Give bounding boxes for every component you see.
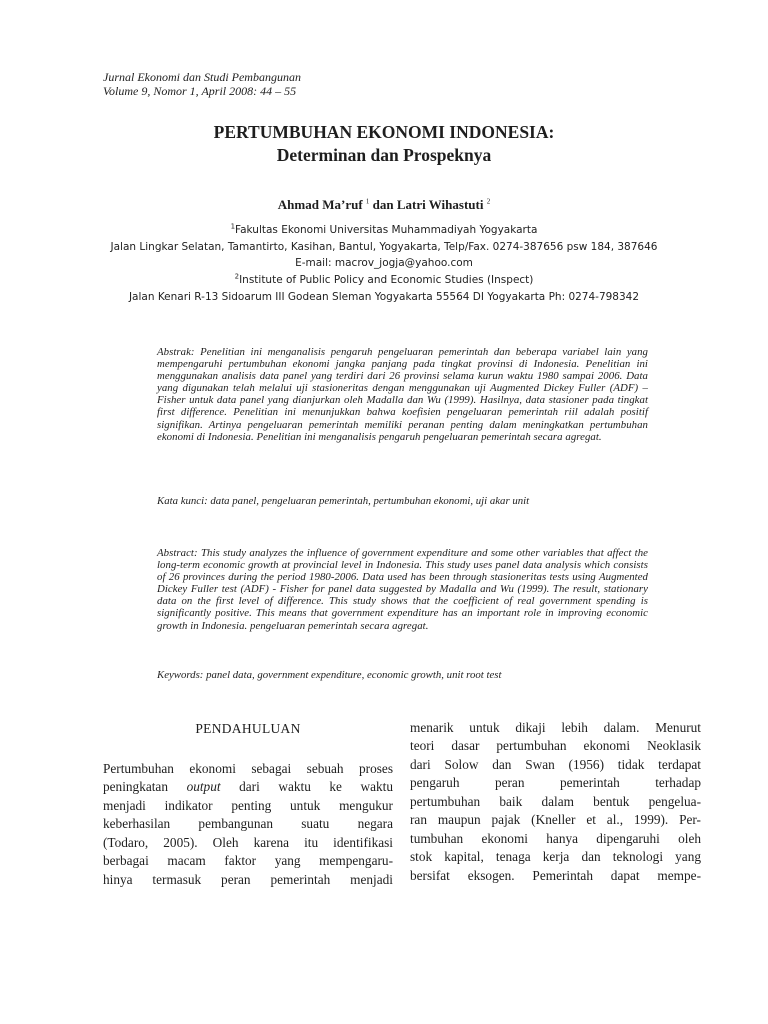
body-line: ran maupun pajak (Kneller et al., 1999). Per- xyxy=(410,812,701,828)
abstract-english-label: Abstract: xyxy=(157,547,198,559)
author-2: Latri Wihastuti xyxy=(396,197,484,212)
abstract-indonesian xyxy=(157,346,648,443)
author-conjunction: dan xyxy=(372,197,394,212)
abstract-english xyxy=(157,547,648,632)
affiliation-1-sup: 1 xyxy=(230,222,236,231)
affiliation-1-name: Fakultas Ekonomi Universitas Muhammadiyah Yogyakarta xyxy=(235,224,538,236)
affiliation-2 xyxy=(40,272,728,305)
affiliation-2-address: Jalan Kenari R-13 Sidoarum III Godean Sleman Yogyakarta 55564 DI Yogyakarta Ph: 0274-798342 xyxy=(128,290,640,303)
keywords-english-text: panel data, government expenditure, economic growth, unit root test xyxy=(206,669,502,681)
body-line: Pertumbuhan ekonomi sebagai sebuah proses xyxy=(103,761,393,776)
keywords-indonesian-text: data panel, pengeluaran pemerintah, pertumbuhan ekonomi, uji akar unit xyxy=(210,495,530,507)
journal-name: Jurnal Ekonomi dan Studi Pembangunan xyxy=(103,70,301,84)
author-1-sup: 1 xyxy=(365,197,370,206)
keywords-english xyxy=(157,669,648,681)
body-line: keberhasilan pembangunan suatu negara xyxy=(103,816,393,832)
keywords-indonesian-label: Kata kunci: xyxy=(157,495,208,507)
body-line: menarik untuk dikaji lebih dalam. Menurut xyxy=(410,720,701,735)
affiliation-2-name: Institute of Public Policy and Economic Studies (Inspect) xyxy=(239,274,534,286)
body-line: menjadi indikator penting untuk mengukur xyxy=(103,797,393,813)
author-2-sup: 2 xyxy=(486,197,491,206)
journal-volume: Volume 9, Nomor 1, April 2008: 44 – 55 xyxy=(103,84,297,98)
affiliation-2-sup: 2 xyxy=(234,272,240,281)
body-column-right xyxy=(410,719,701,885)
keywords-indonesian xyxy=(157,495,648,507)
affiliation-1-email: E-mail: macrov_jogja@yahoo.com xyxy=(295,257,473,269)
body-column-left xyxy=(103,760,393,889)
affiliation-1-address: Jalan Lingkar Selatan, Tamantirto, Kasihan, Bantul, Yogyakarta, Telp/Fax. 0274-387656 psw 184, 387646 xyxy=(110,240,658,253)
body-line: peningkatan output dari waktu ke waktu xyxy=(103,779,393,795)
body-line: pengaruh peran pemerintah terhadap xyxy=(410,775,701,791)
body-emphasis: output xyxy=(186,779,221,795)
body-line: teori dasar pertumbuhan ekonomi Neoklasik xyxy=(410,738,701,754)
body-line: berbagai macam faktor yang mempengaru- xyxy=(103,853,393,869)
abstract-indonesian-text: Penelitian ini menganalisis pengaruh pengeluaran pemerintah dan beberapa variabel lain yang mempengaruhi pertumbuhan ekonomi jangka panjang pada tingkat provinsi di Indonesia. Penelitian ini menggunakan analisis data panel yang terdiri dari 26 provinsi selama kurun waktu 1980 sampai 2006. Data yang digunakan telah melalui uji stasioneritas dengan menggunakan uji Augmented Dickey Fuller (ADF) – Fisher untuk data panel yang dianjurkan oleh Madalla dan Wu (1999). Hasilnya, data stasioner pada tingkat first difference. Penelitian ini menunjukkan bahwa koefisien pengeluaran pemerintah riil adalah positif signifikan. Artinya pengeluaran pemerintah memiliki peranan penting dalam meningkatkan pertumbuhan ekonomi di Indonesia. Penelitian ini menganalisis pengaruh pengeluaran pemerintah secara agregat. xyxy=(157,346,649,443)
author-line xyxy=(0,197,768,213)
keywords-english-label: Keywords: xyxy=(157,669,204,681)
abstract-english-text: This study analyzes the influence of government expenditure and some other variables that affect the long-term economic growth at provincial level in Indonesia. This study uses panel data analysis which consists of 26 provinces during the period 1980-2006. Data used has been through stasioneritas tests using Augmented Dickey Fuller test (ADF) - Fisher for panel data suggested by Madalla and Wu (1999). The result, stationary data on the first level of difference. This study shows that the coefficient of real government spending is significantly positive. This means that government expenditure has an important role in improving economic growth in Indonesia. pengeluaran pemerintah secara agregat. xyxy=(157,547,649,632)
paper-subtitle: Determinan dan Prospeknya xyxy=(276,145,492,165)
affiliation-1 xyxy=(40,222,728,272)
author-1: Ahmad Ma’ruf xyxy=(277,197,363,212)
body-line: (Todaro, 2005). Oleh karena itu identifikasi xyxy=(103,834,393,850)
body-line: dari Solow dan Swan (1956) tidak terdapat xyxy=(410,756,701,772)
abstract-indonesian-label: Abstrak: xyxy=(157,346,195,358)
body-line: stok kapital, tenaga kerja dan teknologi yang xyxy=(410,849,701,865)
paper-title-main: PERTUMBUHAN EKONOMI INDONESIA: xyxy=(213,122,555,142)
paper-title xyxy=(0,121,768,167)
body-line: tumbuhan ekonomi hanya dipengaruhi oleh xyxy=(410,830,701,846)
body-line: pertumbuhan baik dalam bentuk pengelua- xyxy=(410,793,701,809)
body-line: hinya termasuk peran pemerintah menjadi xyxy=(103,871,393,887)
section-heading: PENDAHULUAN xyxy=(195,721,301,736)
journal-header xyxy=(103,70,301,98)
body-line: bersifat eksogen. Pemerintah dapat mempe- xyxy=(410,867,701,883)
